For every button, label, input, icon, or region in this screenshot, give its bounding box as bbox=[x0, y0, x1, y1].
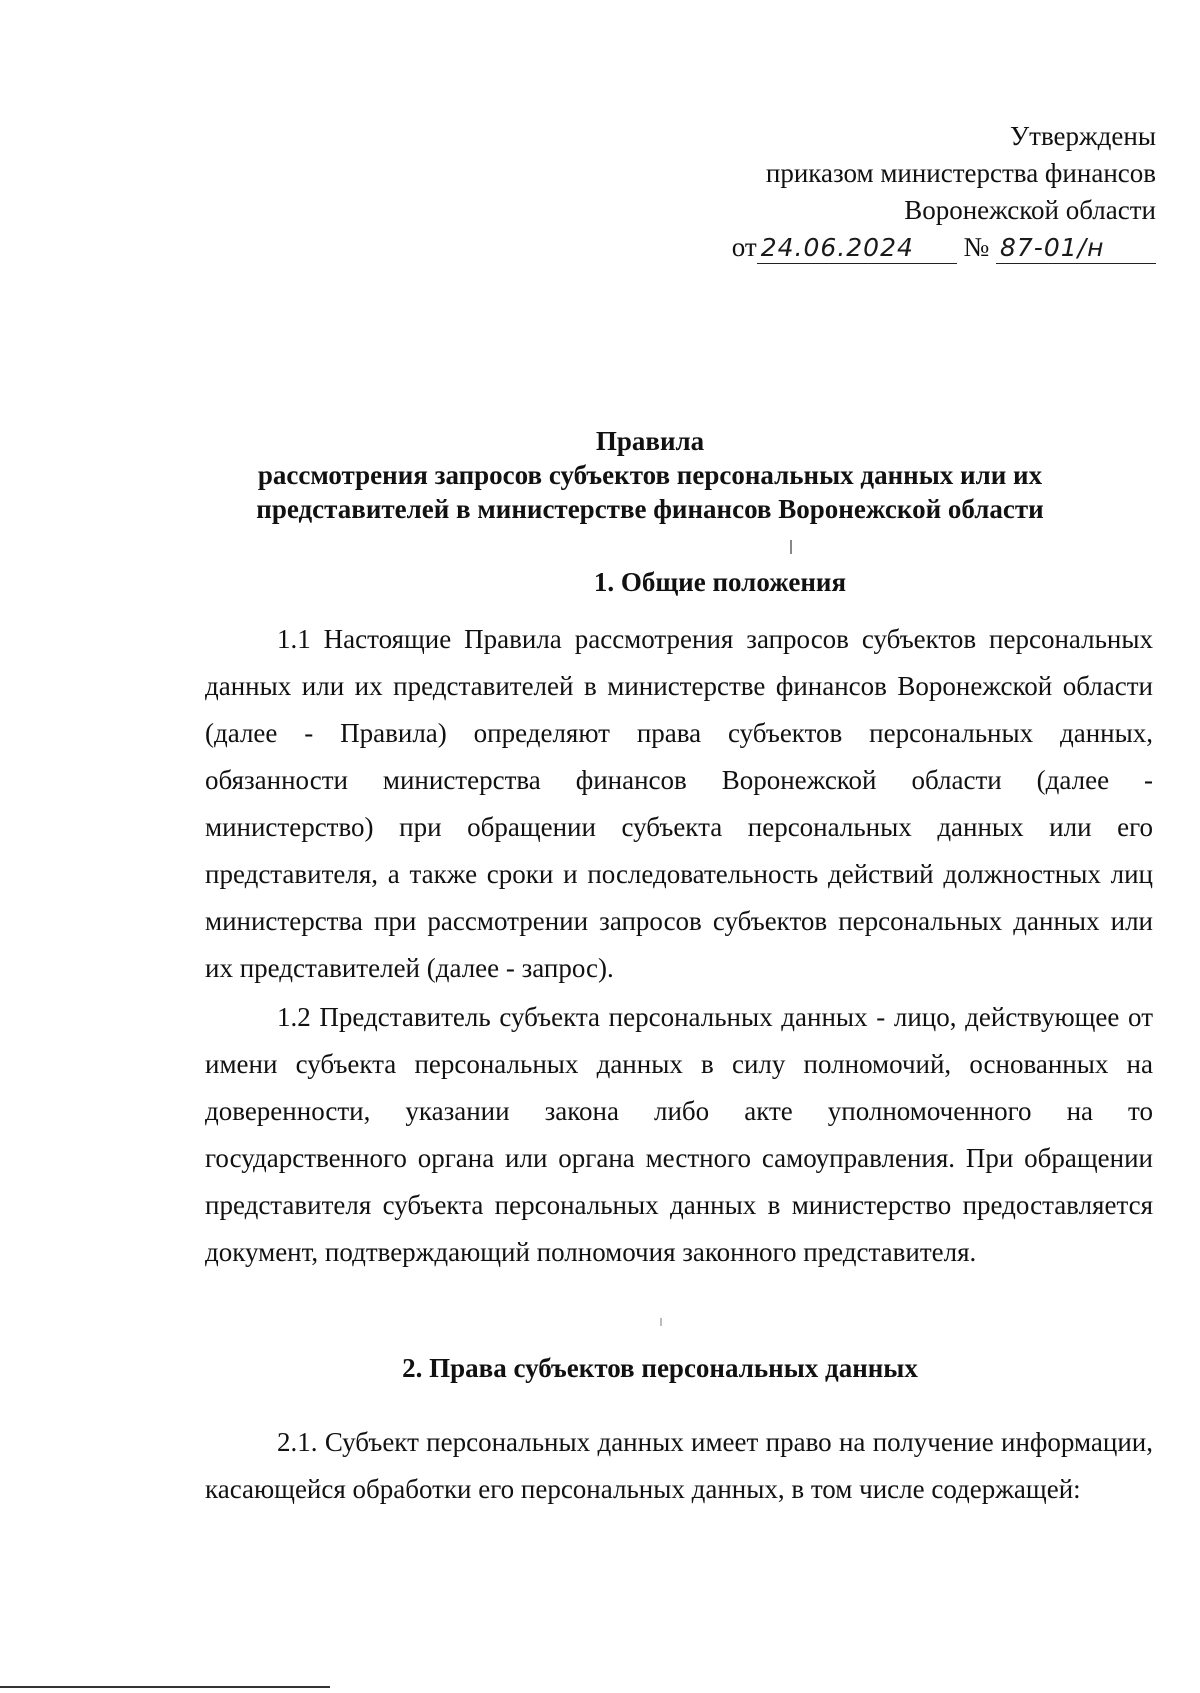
approval-date-number-line bbox=[732, 229, 1156, 266]
approval-line-2: приказом министерства финансов bbox=[765, 158, 1156, 188]
scan-artifact bbox=[660, 1318, 662, 1326]
title-main: Правила bbox=[595, 426, 705, 456]
handwritten-date: 24.06.2024 bbox=[757, 233, 957, 264]
date-prefix: от bbox=[731, 232, 757, 262]
approval-line-3: Воронежской области bbox=[904, 195, 1156, 225]
handwritten-number: 87-01/н bbox=[996, 233, 1156, 264]
paragraph-1-2: 1.2 Представитель субъекта персональных данных - лицо, действующее от имени субъекта персональных данных в силу полномочий, основанных на доверенности, указании закона либо акте уполномоченного на то государственного органа или органа местного самоуправления. При обращении представителя субъекта персональных данных в министерство предоставляется документ, подтверждающий полномочия законного представителя. bbox=[205, 1002, 1153, 1267]
section-2-heading: 2. Права субъектов персональных данных bbox=[402, 1353, 918, 1383]
approval-line-1: Утверждены bbox=[1010, 121, 1156, 151]
title-subtitle-line-1: рассмотрения запросов субъектов персональных данных или их bbox=[257, 460, 1043, 490]
scan-artifact bbox=[790, 540, 792, 554]
approval-block bbox=[732, 118, 1156, 266]
number-prefix: № bbox=[963, 232, 990, 262]
document-title bbox=[150, 424, 1150, 526]
paragraph-1-1: 1.1 Настоящие Правила рассмотрения запросов субъектов персональных данных или их представителей в министерстве финансов Воронежской области (далее - Правила) определяют права субъектов персональных данных, обязанности министерства финансов Воронежской области (далее - министерство) при обращении субъекта персональных данных или его представителя, а также сроки и последовательность действий должностных лиц министерства при рассмотрении запросов субъектов персональных данных или их представителей (далее - запрос). bbox=[205, 624, 1153, 983]
paragraph-2-1: 2.1. Субъект персональных данных имеет право на получение информации, касающейся обработки его персональных данных, в том числе содержащей: bbox=[205, 1427, 1153, 1504]
section-1-heading: 1. Общие положения bbox=[593, 567, 847, 597]
title-subtitle-line-2: представителей в министерстве финансов Воронежской области bbox=[256, 494, 1044, 524]
footer-rule bbox=[0, 1686, 330, 1688]
